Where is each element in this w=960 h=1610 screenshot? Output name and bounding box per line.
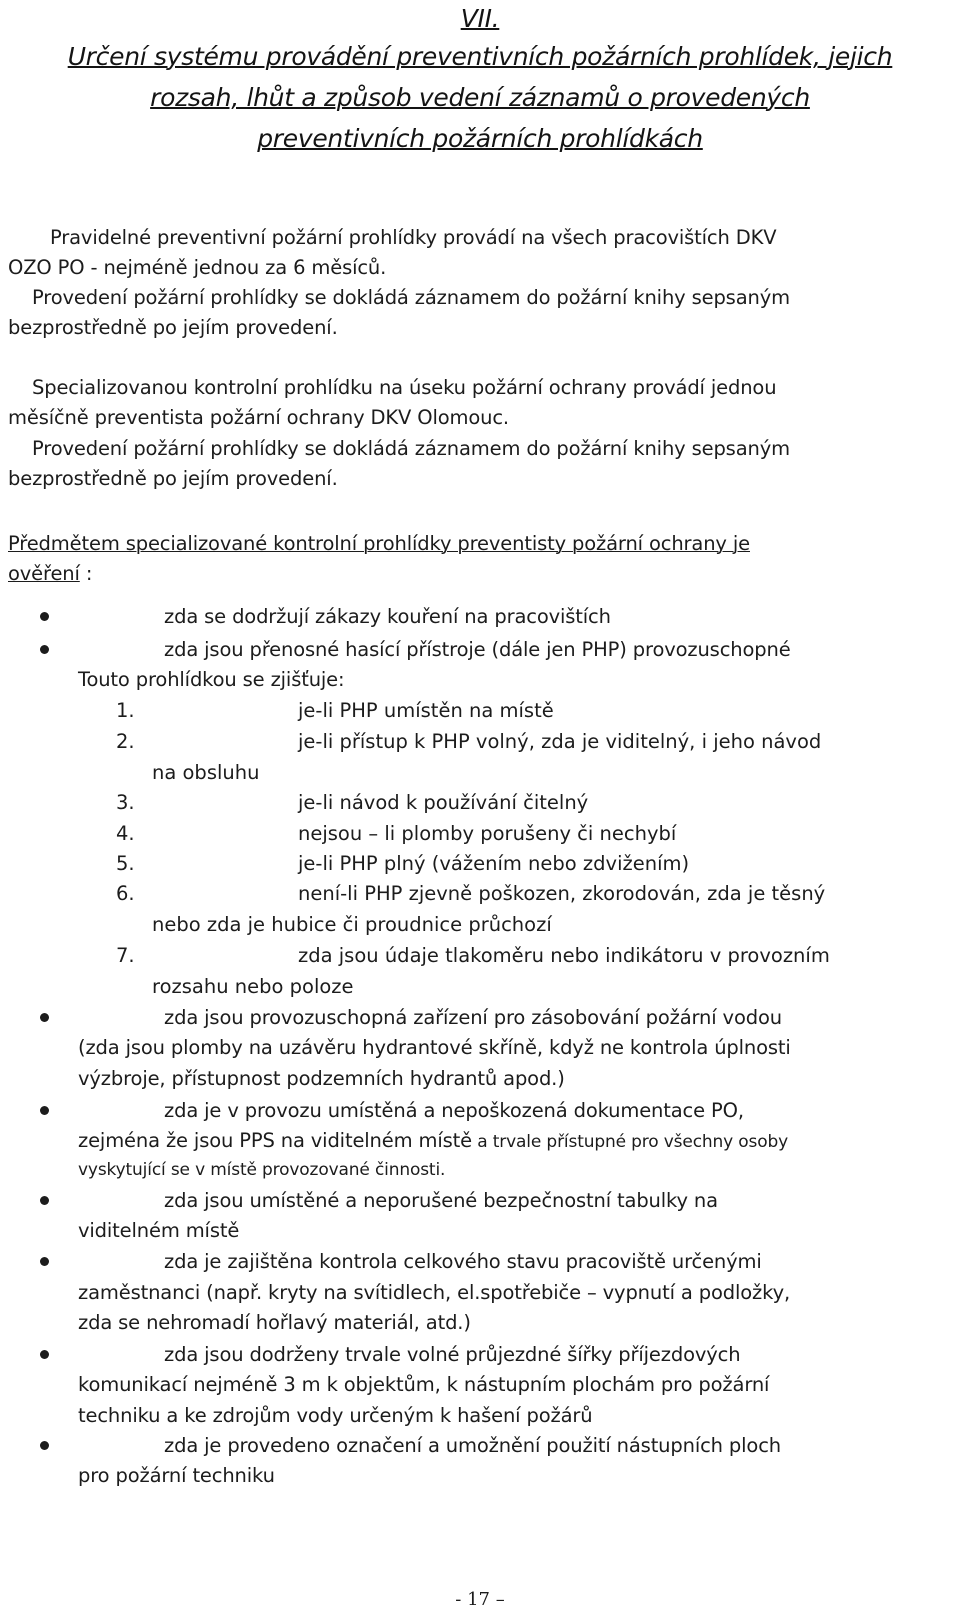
check-text-cont: na obsluhu	[152, 761, 260, 784]
bullet-documentation-l2a: zejména že jsou PPS na viditelném místě	[78, 1129, 472, 1152]
bullet-workplace-check-l3: zda se nehromadí hořlavý materiál, atd.)	[78, 1311, 471, 1334]
para2-line1: Specializovanou kontrolní prohlídku na úseku požární ochrany provádí jednou	[32, 376, 777, 399]
check-text-cont: nebo zda je hubice či proudnice průchozí	[152, 913, 552, 936]
bullet-dot	[40, 1441, 49, 1450]
bullet-documentation-l1: zda je v provozu umístěná a nepoškozená dokumentace PO,	[164, 1099, 744, 1122]
check-text-cont: rozsahu nebo poloze	[152, 975, 354, 998]
chapter-number: VII.	[460, 4, 500, 33]
bullet-staging-areas-l2: pro požární techniku	[78, 1464, 275, 1487]
bullet-workplace-check-l1: zda je zajištěna kontrola celkového stavu pracoviště určenými	[164, 1250, 762, 1273]
bullet-dot	[40, 1013, 49, 1022]
check-text: je-li přístup k PHP volný, zda je viditelný, i jeho návod	[298, 730, 822, 753]
page-number: - 17 –	[455, 1589, 505, 1610]
check-text: je-li PHP umístěn na místě	[298, 699, 554, 722]
para1-line2: OZO PO - nejméně jednou za 6 měsíců.	[8, 256, 387, 279]
bullet-no-smoking: zda se dodržují zákazy kouření na pracovištích	[164, 605, 611, 628]
bullet-access-roads-l2: komunikací nejméně 3 m k objektům, k nástupním plochám pro požární	[78, 1373, 770, 1396]
subject-line1: Předmětem specializované kontrolní prohlídky preventisty požární ochrany je	[8, 532, 750, 555]
check-text: je-li PHP plný (vážením nebo zdvižením)	[298, 852, 690, 875]
bullet-dot	[40, 645, 49, 654]
bullet-dot	[40, 612, 49, 621]
bullet-dot	[40, 1257, 49, 1266]
check-number: 2.	[116, 730, 135, 753]
bullet-water-supply-l3: výzbroje, přístupnost podzemních hydrantů apod.)	[78, 1067, 565, 1090]
bullet-documentation-l2	[78, 1129, 788, 1154]
bullet-dot	[40, 1106, 49, 1115]
bullet-water-supply-l1: zda jsou provozuschopná zařízení pro zásobování požární vodou	[164, 1006, 782, 1029]
subject-verification: ověření	[8, 562, 80, 585]
bullet-documentation-l2b: a trvale přístupné pro všechny osoby	[471, 1132, 789, 1152]
bullet-access-roads-l1: zda jsou dodrženy trvale volné průjezdné šířky příjezdových	[164, 1343, 741, 1366]
heading-line-3: preventivních požárních prohlídkách	[257, 124, 703, 153]
check-number: 6.	[116, 882, 135, 905]
bullet-access-roads-l3: techniku a ke zdrojům vody určeným k hašení požárů	[78, 1404, 593, 1427]
check-number: 5.	[116, 852, 135, 875]
check-text: je-li návod k používání čitelný	[298, 791, 589, 814]
check-number: 3.	[116, 791, 135, 814]
para2-line3: Provedení požární prohlídky se dokládá záznamem do požární knihy sepsaným	[32, 437, 790, 460]
bullet-documentation-l3: vyskytující se v místě provozované činnosti.	[78, 1160, 446, 1180]
bullet-water-supply-l2: (zda jsou plomby na uzávěru hydrantové skříně, když ne kontrola úplnosti	[78, 1036, 791, 1059]
bullet-workplace-check-l2: zaměstnanci (např. kryty na svítidlech, el.spotřebiče – vypnutí a podložky,	[78, 1281, 791, 1304]
para1-line4: bezprostředně po jejím provedení.	[8, 316, 338, 339]
check-number: 4.	[116, 822, 135, 845]
bullet-extinguishers: zda jsou přenosné hasící přístroje (dále jen PHP) provozuschopné	[164, 638, 791, 661]
bullet-dot	[40, 1196, 49, 1205]
extinguisher-check-intro: Touto prohlídkou se zjišťuje:	[78, 668, 345, 691]
check-number: 1.	[116, 699, 135, 722]
subject-line2	[8, 562, 92, 586]
bullet-dot	[40, 1350, 49, 1359]
bullet-safety-signs-l2: viditelném místě	[78, 1219, 240, 1242]
para1-line1: Pravidelné preventivní požární prohlídky provádí na všech pracovištích DKV	[50, 226, 777, 249]
check-text: zda jsou údaje tlakoměru nebo indikátoru v provozním	[298, 944, 830, 967]
subject-colon: :	[79, 562, 93, 585]
check-text: není-li PHP zjevně poškozen, zkorodován, zda je těsný	[298, 882, 826, 905]
check-number: 7.	[116, 944, 135, 967]
para1-line3: Provedení požární prohlídky se dokládá záznamem do požární knihy sepsaným	[32, 286, 790, 309]
heading-line-2: rozsah, lhůt a způsob vedení záznamů o provedených	[150, 83, 810, 112]
bullet-staging-areas-l1: zda je provedeno označení a umožnění použití nástupních ploch	[164, 1434, 781, 1457]
bullet-safety-signs-l1: zda jsou umístěné a neporušené bezpečnostní tabulky na	[164, 1189, 718, 1212]
para2-line2: měsíčně preventista požární ochrany DKV Olomouc.	[8, 406, 509, 429]
check-text: nejsou – li plomby porušeny či nechybí	[298, 822, 677, 845]
para2-line4: bezprostředně po jejím provedení.	[8, 467, 338, 490]
heading-line-1: Určení systému provádění preventivních požárních prohlídek, jejich	[67, 42, 893, 71]
